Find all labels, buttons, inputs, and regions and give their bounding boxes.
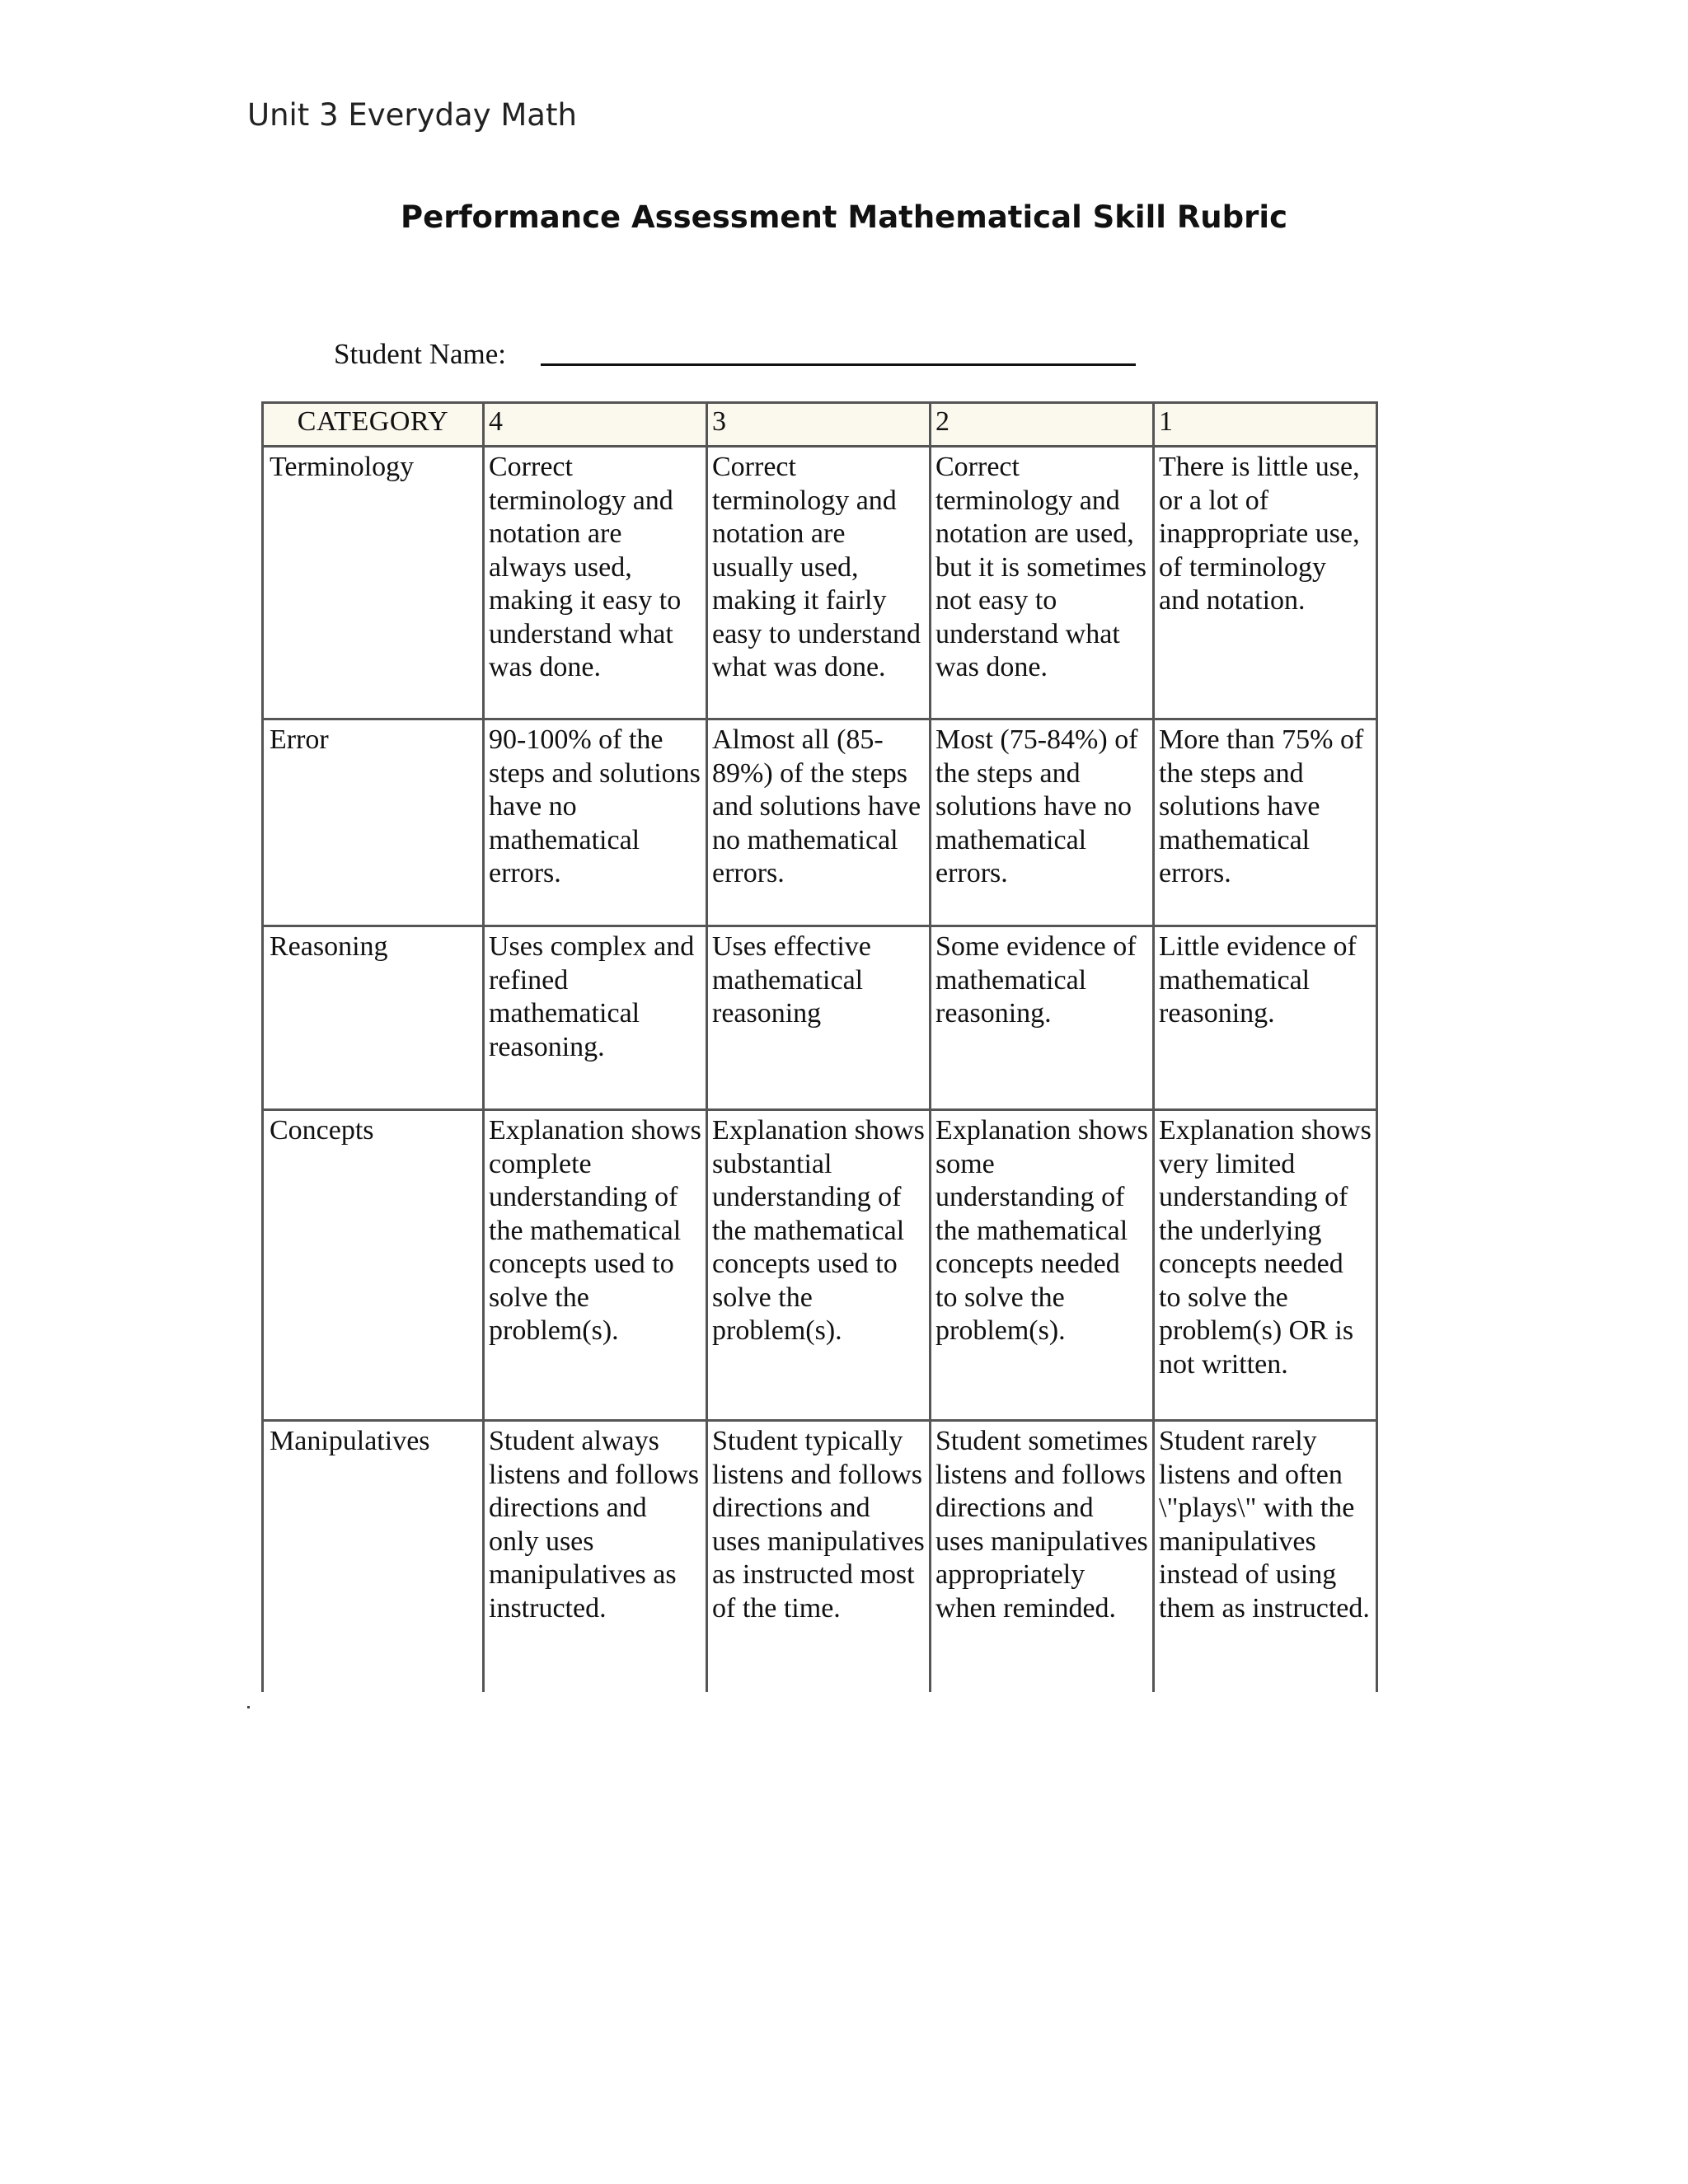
criteria-cell: Explanation shows substantial understanding of the mathematical concepts used to solve the problem(s). — [707, 1110, 931, 1421]
student-name-line — [541, 363, 1136, 366]
criteria-cell: There is little use, or a lot of inappropriate use, of terminology and notation. — [1154, 447, 1377, 719]
scan-mark — [247, 1706, 250, 1708]
header-score-3: 3 — [707, 403, 931, 447]
criteria-cell: Correct terminology and notation are used, but it is sometimes not easy to understand what was done. — [931, 447, 1154, 719]
category-cell: Concepts — [263, 1110, 484, 1421]
category-cell: Reasoning — [263, 926, 484, 1110]
category-cell: Manipulatives — [263, 1421, 484, 1693]
criteria-cell: Uses effective mathematical reasoning — [707, 926, 931, 1110]
criteria-cell: More than 75% of the steps and solutions have mathematical errors. — [1154, 719, 1377, 926]
rubric-row-concepts — [263, 1110, 1377, 1421]
criteria-cell: Explanation shows some understanding of the mathematical concepts needed to solve the problem(s). — [931, 1110, 1154, 1421]
criteria-cell: Student sometimes listens and follows directions and uses manipulatives appropriately when reminded. — [931, 1421, 1154, 1693]
criteria-cell: Student always listens and follows directions and only uses manipulatives as instructed. — [484, 1421, 707, 1693]
rubric-row-terminology — [263, 447, 1377, 719]
student-name-row — [334, 338, 1136, 371]
criteria-cell: Some evidence of mathematical reasoning. — [931, 926, 1154, 1110]
header-score-4: 4 — [484, 403, 707, 447]
criteria-cell: Almost all (85-89%) of the steps and solutions have no mathematical errors. — [707, 719, 931, 926]
criteria-cell: Correct terminology and notation are always used, making it easy to understand what was done. — [484, 447, 707, 719]
rubric-row-error — [263, 719, 1377, 926]
page-header: Unit 3 Everyday Math — [247, 97, 577, 133]
rubric-row-reasoning — [263, 926, 1377, 1110]
header-category: CATEGORY — [263, 403, 484, 447]
rubric-table — [261, 401, 1378, 1692]
rubric-header-row — [263, 403, 1377, 447]
criteria-cell: Explanation shows complete understanding of the mathematical concepts used to solve the problem(s). — [484, 1110, 707, 1421]
criteria-cell: 90-100% of the steps and solutions have no mathematical errors. — [484, 719, 707, 926]
criteria-cell: Explanation shows very limited understanding of the underlying concepts needed to solve the problem(s) OR is not written. — [1154, 1110, 1377, 1421]
student-name-label: Student Name: — [334, 338, 506, 370]
criteria-cell: Most (75-84%) of the steps and solutions have no mathematical errors. — [931, 719, 1154, 926]
criteria-cell: Uses complex and refined mathematical reasoning. — [484, 926, 707, 1110]
criteria-cell: Student rarely listens and often \"plays\" with the manipulatives instead of using them as instructed. — [1154, 1421, 1377, 1693]
header-score-1: 1 — [1154, 403, 1377, 447]
document-title: Performance Assessment Mathematical Skill Rubric — [401, 199, 1287, 235]
category-cell: Terminology — [263, 447, 484, 719]
rubric-row-manipulatives — [263, 1421, 1377, 1693]
criteria-cell: Correct terminology and notation are usually used, making it fairly easy to understand what was done. — [707, 447, 931, 719]
category-cell: Error — [263, 719, 484, 926]
criteria-cell: Little evidence of mathematical reasoning. — [1154, 926, 1377, 1110]
header-score-2: 2 — [931, 403, 1154, 447]
criteria-cell: Student typically listens and follows directions and uses manipulatives as instructed most of the time. — [707, 1421, 931, 1693]
